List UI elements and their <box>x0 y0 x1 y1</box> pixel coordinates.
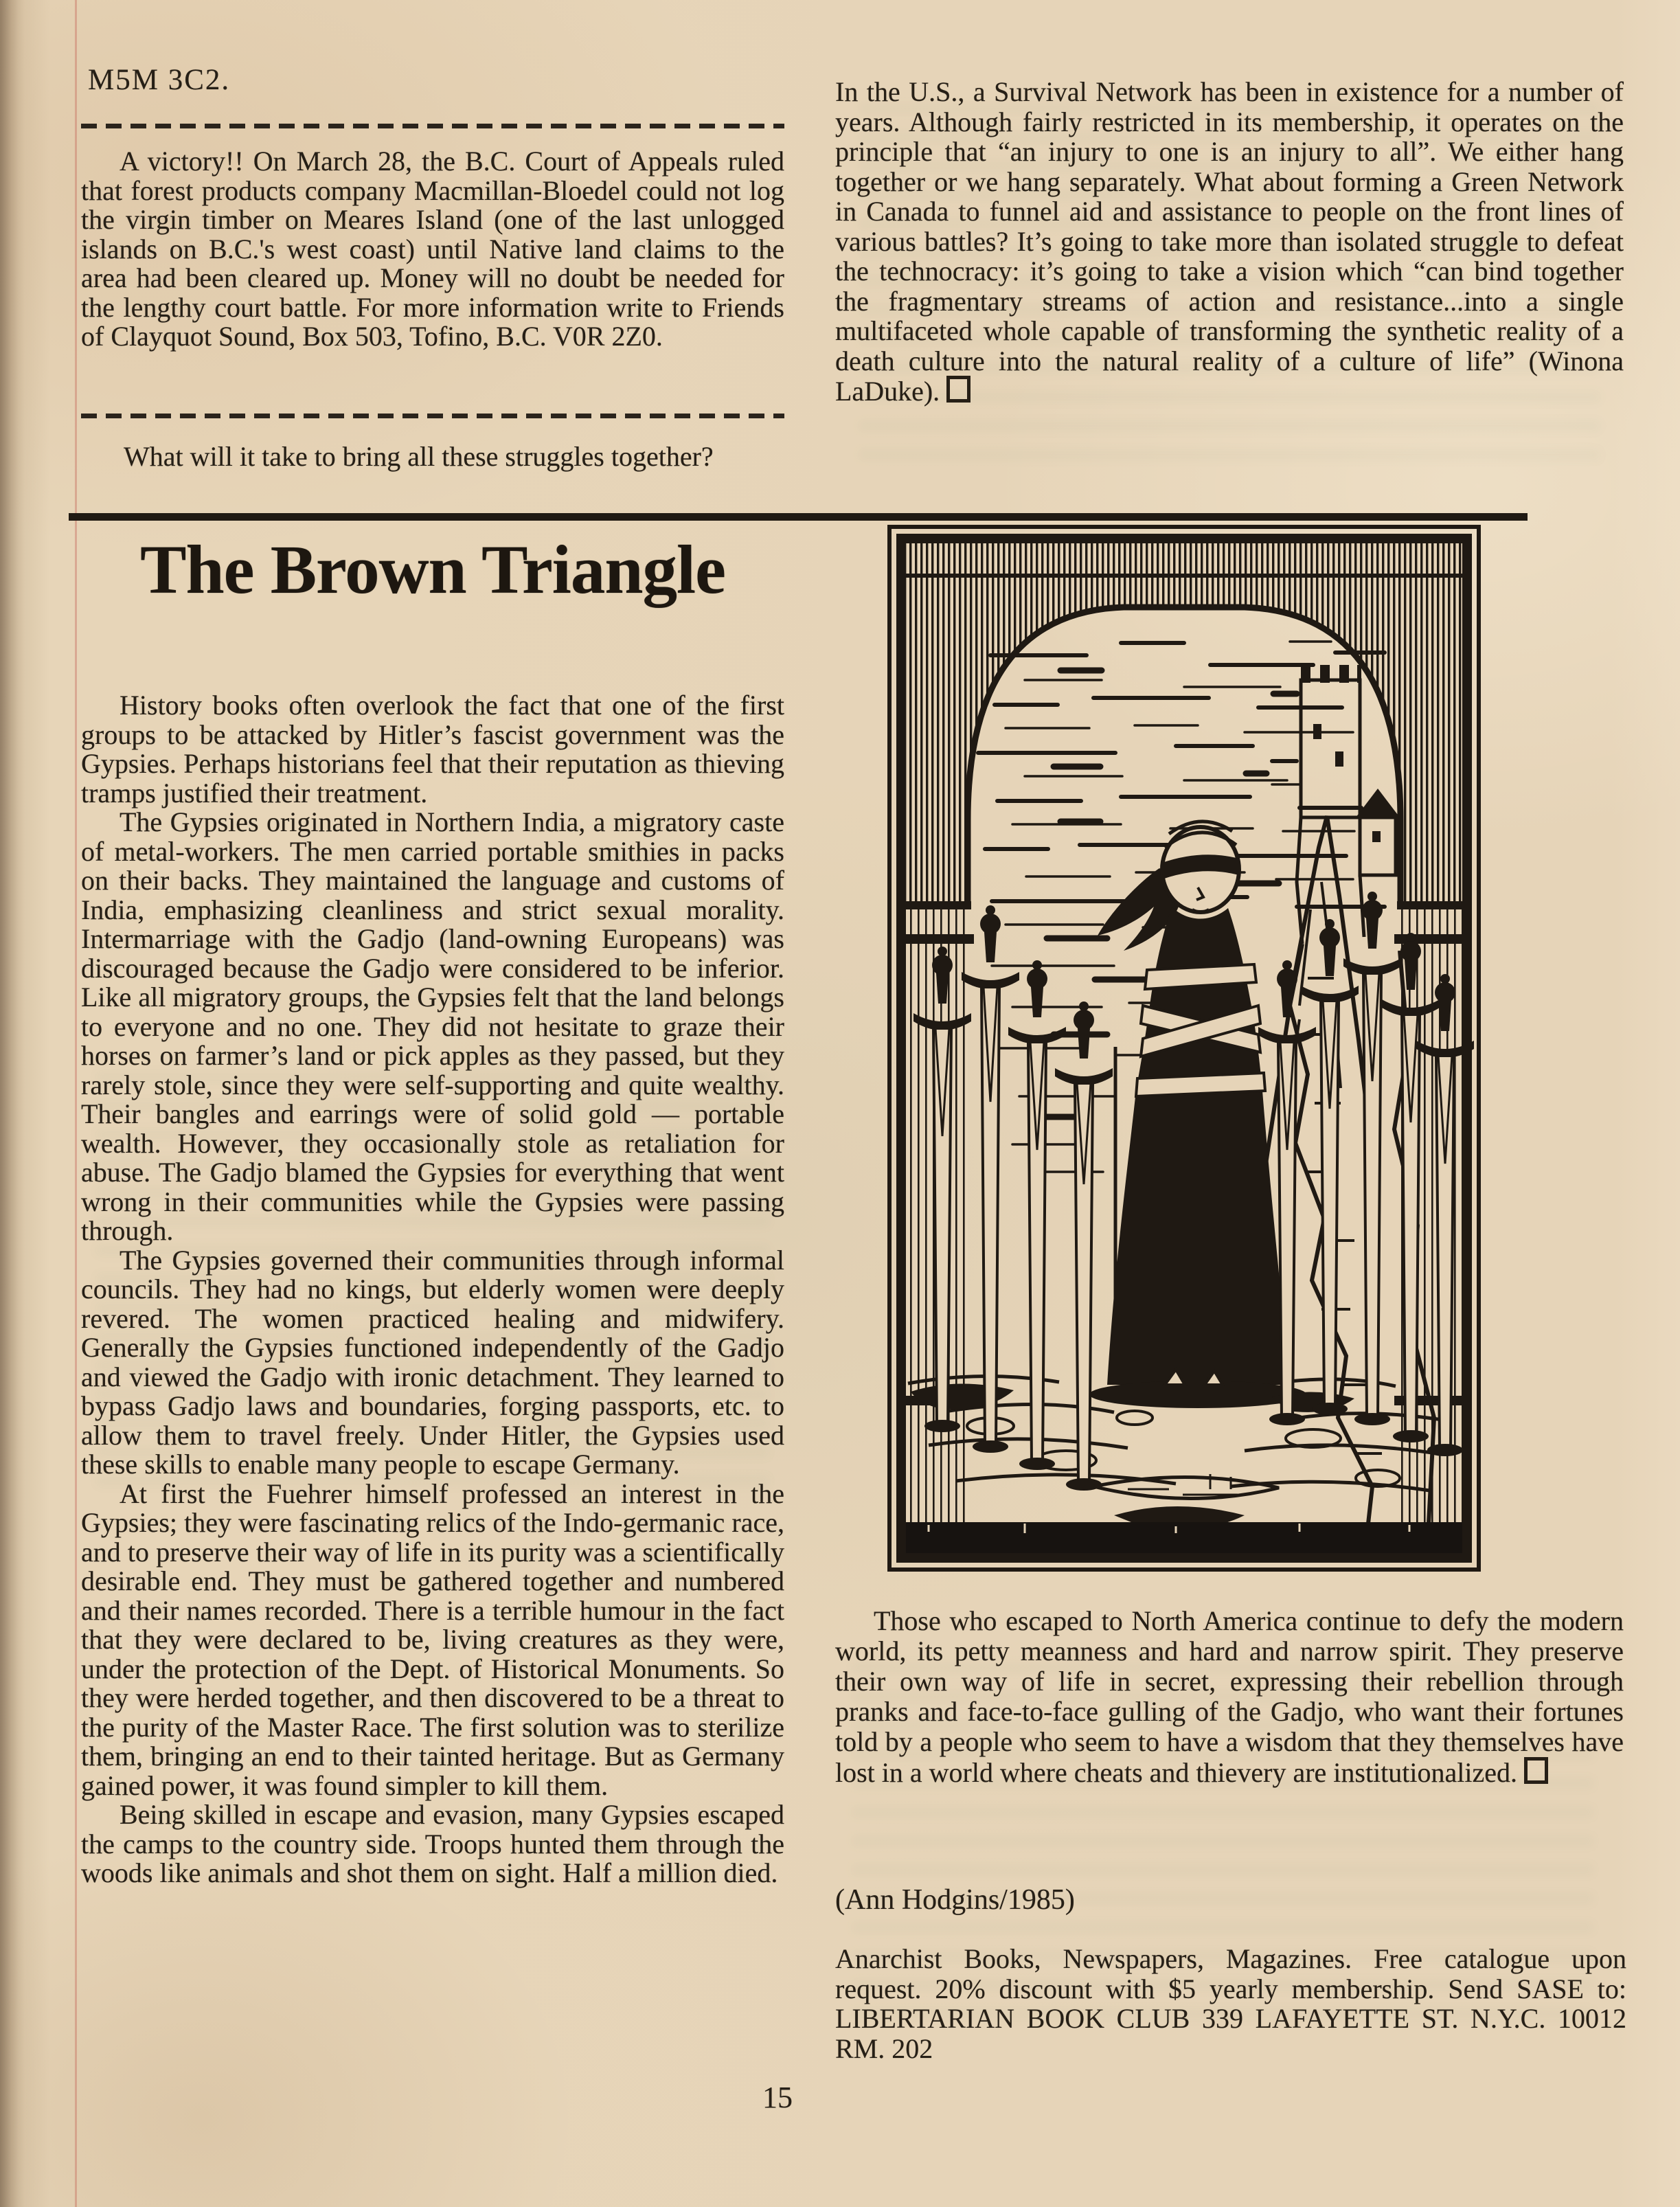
dashed-divider-top <box>81 124 784 128</box>
dashed-divider-bottom <box>81 414 784 418</box>
end-of-article-marker <box>1524 1757 1548 1784</box>
article-paragraph: History books often overlook the fact that one of the first groups to be attacked by Hitler’s fascist government was the Gypsies. Perhaps historians feel that their reputation as thieving tramps justified their treatment. <box>81 690 784 808</box>
escape-paragraph <box>835 1606 1624 1788</box>
spine-crease-line <box>75 0 77 2207</box>
tarot-woodcut-illustration <box>887 525 1481 1572</box>
article-body <box>81 691 784 1888</box>
book-club-ad: Anarchist Books, Newspapers, Magazines. Free catalogue upon request. 20% discount with $5 yearly membership. Send SASE to: LIBERTARIAN BOOK CLUB 339 LAFAYETTE ST. N.Y.C. 10012 RM. 202 <box>835 1943 1626 2064</box>
question-line-text: What will it take to bring all these struggles together? <box>124 441 714 472</box>
article-paragraph: At first the Fuehrer himself professed an interest in the Gypsies; they were fascinating relics of the Indo-germanic race, and to preserve their way of life in its purity was a scientifically desirable end. They must be gathered together and numbered and their names recorded. There is a terrible humour in the fact that they were declared to be, living creatures as they were, under the protection of the Dept. of Historical Monuments. So they were herded together, and then discovered to be a threat to the purity of the Master Race. The first solution was to sterilize them, bringing an end to their tainted heritage. But as Germany gained power, it was found simpler to kill them. <box>81 1478 784 1801</box>
victory-paragraph-text: A victory!! On March 28, the B.C. Court of Appeals ruled that forest products company Macmillan-Bloedel could not log the virgin timber on Meares Island (one of the last unlogged islands on B.C.'s west coast) until Native land claims to the area had been cleared up. Money will no doubt be needed for the lengthy court battle. For more information write to Friends of Clayquot Sound, Box 503, Tofino, B.C. V0R 2Z0. <box>81 146 784 352</box>
article-paragraph: The Gypsies governed their communities through informal councils. They had no kings, but elderly women were deeply revered. The women practiced healing and midwifery. Generally the Gypsies functioned independently of the Gadjo and viewed the Gadjo with ironic detachment. They learned to bypass Gadjo laws and boundaries, forging passports, etc. to allow them to travel freely. Under Hitler, the Gypsies used these skills to enable many people to escape Germany. <box>81 1244 784 1480</box>
article-paragraph: Being skilled in escape and evasion, many Gypsies escaped the camps to the country side. Troops hunted them through the woods like animals and shot them on sight. Half a million died. <box>81 1799 784 1888</box>
end-of-section-marker <box>946 376 970 403</box>
article-title: The Brown Triangle <box>140 531 725 608</box>
bottom-black-band <box>906 1522 1462 1558</box>
page-spine-shadow <box>0 0 25 2207</box>
postal-code-line: M5M 3C2. <box>88 64 231 96</box>
section-divider-rule <box>69 513 1528 521</box>
page-number: 15 <box>762 2081 793 2114</box>
survival-network-paragraph <box>835 77 1624 407</box>
victory-paragraph <box>81 147 784 352</box>
author-byline: (Ann Hodgins/1985) <box>835 1884 1075 1916</box>
escape-paragraph-text: Those who escaped to North America continue to defy the modern world, its petty meanness and hard and narrow spirit. They preserve their own way of life in secret, expressing their rebellion through pranks and face-to-face gulling of the Gadjo, who want their fortunes told by a people who seem to have a wisdom that they themselves have lost in a world where cheats and thievery are institutionalized. <box>835 1605 1624 1788</box>
survival-network-text: In the U.S., a Survival Network has been in existence for a number of years. Although fairly restricted in its membership, it operates on the principle that “an injury to one is an injury to all”. We either hang together or we hang separately. What about forming a Green Network in Canada to funnel aid and assistance to people on the front lines of various battles? It’s going to take more than isolated struggle to defeat the technocracy: it’s going to take a vision which “can bind together the fragmentary streams of action and resistance...into a single multifaceted whole capable of transforming the synthetic reality of a death culture into the natural reality of a culture of life” (Winona LaDuke). <box>835 76 1624 407</box>
question-line <box>81 442 784 472</box>
article-paragraph: The Gypsies originated in Northern India, a migratory caste of metal-workers. The men carried portable smithies in packs on their backs. They maintained the language and customs of India, emphasizing cleanliness and strict sexual morality. Intermarriage with the Gadjo (land-owning Europeans) was discouraged because the Gadjo were considered to be inferior. Like all migratory groups, the Gypsies felt that the land belongs to everyone and no one. They did not hesitate to graze their horses on farmer’s land or pick apples as they passed, but they rarely stole, since they were self-supporting and quite wealthy. Their bangles and earrings were of solid gold — portable wealth. However, they occasionally stole as retaliation for abuse. The Gadjo blamed the Gypsies for everything that went wrong in their communities while the Gypsies were passing through. <box>81 806 784 1246</box>
